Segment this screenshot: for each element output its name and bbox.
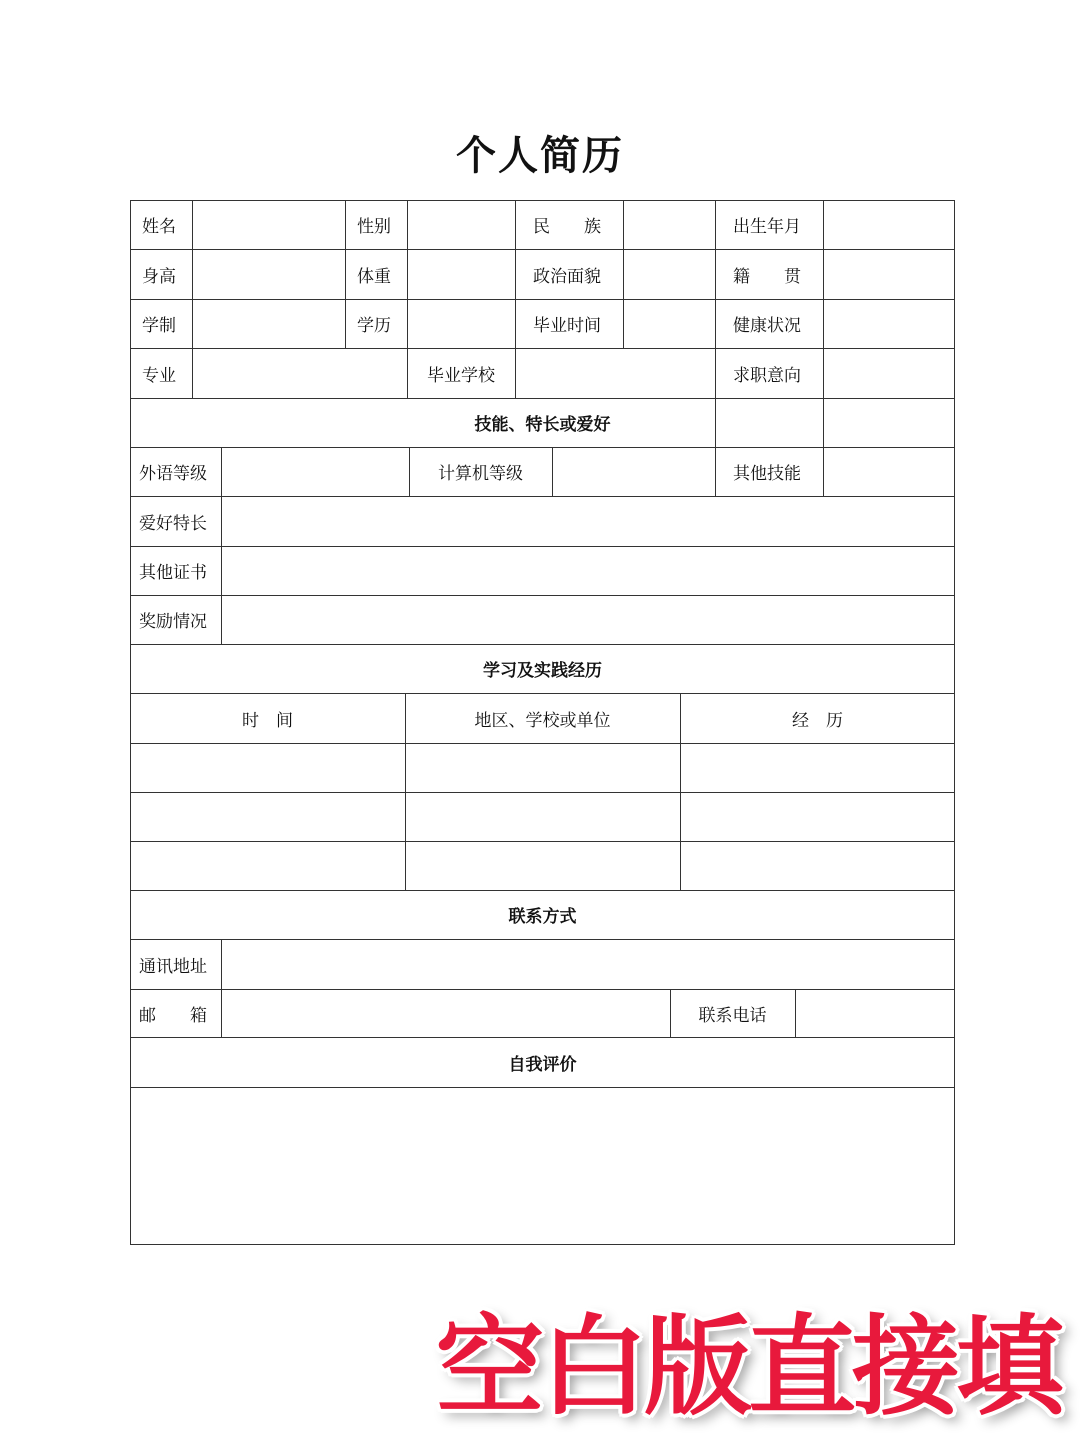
label-schooling: 学制 xyxy=(142,316,176,336)
weight-field[interactable] xyxy=(407,249,515,299)
label-grad-time: 毕业时间 xyxy=(533,316,601,336)
label-height: 身高 xyxy=(142,266,176,287)
email-field[interactable] xyxy=(221,989,670,1037)
grad-time-field[interactable] xyxy=(623,299,715,348)
schooling-field[interactable] xyxy=(192,299,345,348)
skills-header: 技能、特长或爱好 xyxy=(474,415,611,435)
col-experience: 经 历 xyxy=(792,710,843,731)
label-phone: 联系电话 xyxy=(698,1005,767,1026)
blank-template-banner: 空白版直接填 xyxy=(436,1305,1061,1430)
height-field[interactable] xyxy=(192,249,345,299)
label-weight: 体重 xyxy=(357,266,391,287)
label-major: 专业 xyxy=(142,365,176,386)
exp-row1-exp[interactable] xyxy=(680,743,955,792)
computer-field[interactable] xyxy=(552,447,715,496)
exp-row3-time[interactable] xyxy=(130,841,405,890)
birth-field[interactable] xyxy=(823,200,955,249)
exp-row1-time[interactable] xyxy=(130,743,405,792)
label-name: 姓名 xyxy=(142,217,176,237)
exp-row2-exp[interactable] xyxy=(680,792,955,841)
job-intent-field[interactable] xyxy=(823,348,955,398)
label-health: 健康状况 xyxy=(733,316,801,336)
label-school: 毕业学校 xyxy=(427,365,495,386)
political-field[interactable] xyxy=(623,249,715,299)
label-political: 政治面貌 xyxy=(533,266,601,287)
label-email: 邮 箱 xyxy=(139,1005,207,1026)
contact-header: 联系方式 xyxy=(508,907,577,927)
label-hobbies: 爱好特长 xyxy=(139,513,207,534)
health-field[interactable] xyxy=(823,299,955,348)
phone-field[interactable] xyxy=(795,989,955,1037)
language-field[interactable] xyxy=(221,447,409,496)
certificates-field[interactable] xyxy=(221,546,955,595)
gender-field[interactable] xyxy=(407,200,515,249)
label-address: 通讯地址 xyxy=(139,956,207,977)
label-job-intent: 求职意向 xyxy=(733,365,801,386)
name-field[interactable] xyxy=(192,200,345,249)
address-field[interactable] xyxy=(221,939,955,989)
label-birth: 出生年月 xyxy=(733,217,801,237)
exp-row3-exp[interactable] xyxy=(680,841,955,890)
education-field[interactable] xyxy=(407,299,515,348)
label-computer: 计算机等级 xyxy=(438,464,523,484)
self-eval-field[interactable] xyxy=(130,1087,955,1245)
major-field[interactable] xyxy=(192,348,407,398)
label-awards: 奖励情况 xyxy=(139,612,207,632)
awards-field[interactable] xyxy=(221,595,955,644)
exp-row2-place[interactable] xyxy=(405,792,680,841)
label-gender: 性别 xyxy=(357,217,391,237)
label-certificates: 其他证书 xyxy=(139,563,207,583)
native-field[interactable] xyxy=(823,249,955,299)
label-language: 外语等级 xyxy=(139,464,207,484)
exp-row3-place[interactable] xyxy=(405,841,680,890)
school-field[interactable] xyxy=(515,348,715,398)
label-education: 学历 xyxy=(357,316,391,336)
label-native: 籍 贯 xyxy=(733,266,801,287)
ethnicity-field[interactable] xyxy=(623,200,715,249)
label-ethnicity: 民 族 xyxy=(533,217,601,237)
experience-header: 学习及实践经历 xyxy=(483,661,602,681)
exp-row1-place[interactable] xyxy=(405,743,680,792)
resume-form xyxy=(130,200,955,1245)
col-place: 地区、学校或单位 xyxy=(474,710,611,731)
other-skills-field[interactable] xyxy=(823,447,955,496)
self-eval-header: 自我评价 xyxy=(508,1054,577,1075)
exp-row2-time[interactable] xyxy=(130,792,405,841)
hobbies-field[interactable] xyxy=(221,496,955,546)
col-time: 时 间 xyxy=(242,710,293,731)
label-other-skills: 其他技能 xyxy=(733,464,801,484)
page-title: 个人简历 xyxy=(456,133,624,179)
